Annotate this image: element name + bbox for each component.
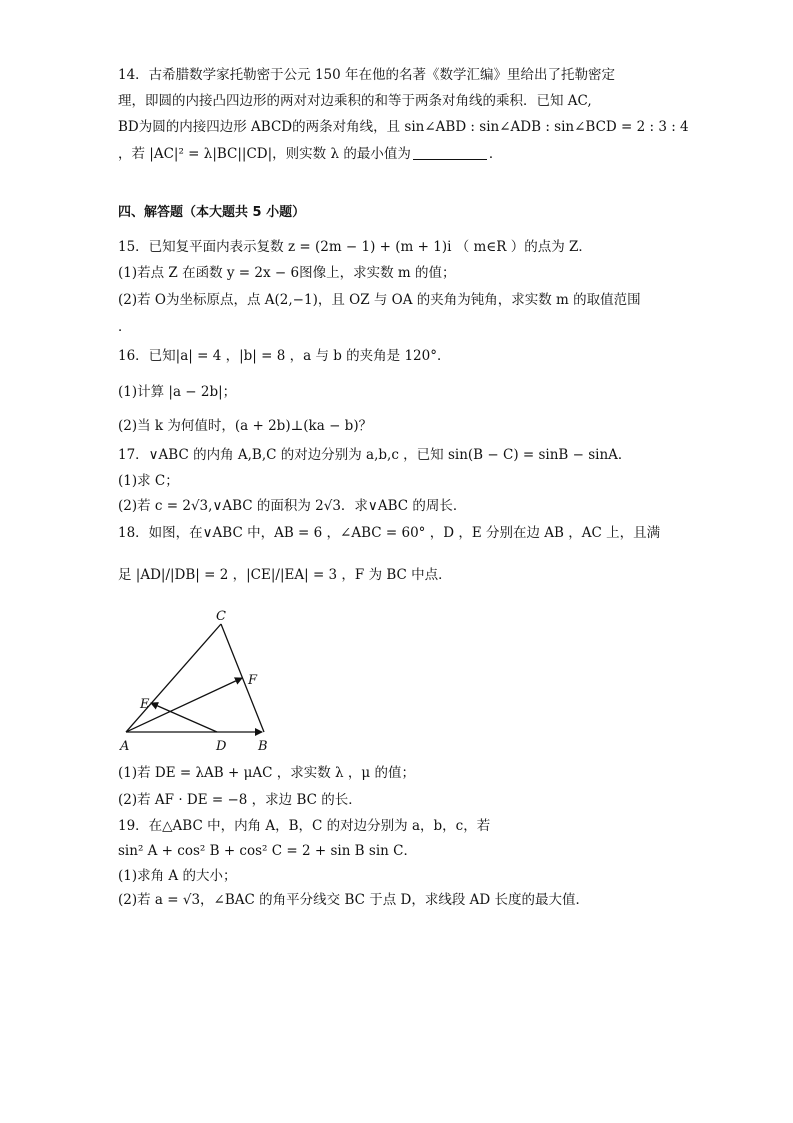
q16-line-3: (2)当 k 为何值时，(a + 2b)⊥(ka − b)？ <box>118 418 373 434</box>
label-f: F <box>248 673 258 688</box>
label-a: A <box>120 739 130 754</box>
q18-line-3: (1)若 DE = λAB + μAC ，求实数 λ ，μ 的值； <box>118 765 415 781</box>
q17-line-1: 17．∨ABC 的内角 A,B,C 的对边分别为 a,b,c ，已知 sin(B − C) = sinB − sinA． <box>118 447 632 463</box>
q18-line-2: 足 |AD|/|DB| = 2 ，|CE|/|EA| = 3 ，F 为 BC 中点． <box>118 567 452 583</box>
q15-line-4: ． <box>118 319 132 335</box>
q19-line-1: 19．在△ABC 中，内角 A，B，C 的对边分别为 a，b，c，若 <box>118 818 491 834</box>
triangle-figure <box>112 604 292 754</box>
q19-line-3: (1)求角 A 的大小； <box>118 868 237 884</box>
q18-line-4: (2)若 AF · DE = −8 ，求边 BC 的长． <box>118 792 362 808</box>
q15-line-2: (1)若点 Z 在函数 y = 2x − 6图像上，求实数 m 的值； <box>118 265 456 281</box>
q17-line-3: (2)若 c = 2√3,∨ABC 的面积为 2√3．求∨ABC 的周长． <box>118 498 467 514</box>
q14-line-1: 14．古希腊数学家托勒密于公元 150 年在他的名著《数学汇编》里给出了托勒密定 <box>118 67 616 83</box>
q16-line-2: (1)计算 |a − 2b|； <box>118 384 237 400</box>
side-bc <box>221 624 264 732</box>
q14-line-4-text: ，若 |AC|² = λ|BC||CD|，则实数 λ 的最小值为 <box>118 146 411 162</box>
q18-line-1: 18．如图，在∨ABC 中，AB = 6 ，∠ABC = 60° ，D ，E 分别在边 AB ，AC 上，且满 <box>118 525 661 541</box>
q16-line-1: 16．已知|a| = 4 ，|b| = 8 ，a 与 b 的夹角是 120°． <box>118 348 451 364</box>
q14-line-4-end: ． <box>488 146 503 162</box>
q15-line-1: 15．已知复平面内表示复数 z = (2m − 1) + (m + 1)i （ m∈R ）的点为 Z． <box>118 239 592 255</box>
label-d: D <box>216 739 227 754</box>
section-title: 四、解答题（本大题共 5 小题） <box>118 205 306 220</box>
q17-line-2: (1)求 C； <box>118 473 179 489</box>
q19-line-2: sin² A + cos² B + cos² C = 2 + sin B sin C． <box>118 843 417 859</box>
answer-blank <box>413 145 487 160</box>
q14-line-4 <box>118 145 502 163</box>
vector-de <box>151 703 217 732</box>
side-ac <box>126 624 221 732</box>
label-e: E <box>140 697 150 712</box>
label-b: B <box>258 739 268 754</box>
q19-line-4: (2)若 a = √3，∠BAC 的角平分线交 BC 于点 D，求线段 AD 长度的最大值． <box>118 892 590 908</box>
label-c: C <box>216 609 226 624</box>
q14-line-2: 理，即圆的内接凸四边形的两对对边乘积的和等于两条对角线的乘积．已知 AC, <box>118 93 592 109</box>
q15-line-3: (2)若 O为坐标原点，点 A(2,−1)，且 OZ 与 OA 的夹角为钝角，求实数 m 的取值范围 <box>118 292 641 308</box>
q14-line-3: BD为圆的内接四边形 ABCD的两条对角线，且 sin∠ABD : sin∠ADB : sin∠BCD = 2 : 3 : 4 <box>118 119 689 135</box>
